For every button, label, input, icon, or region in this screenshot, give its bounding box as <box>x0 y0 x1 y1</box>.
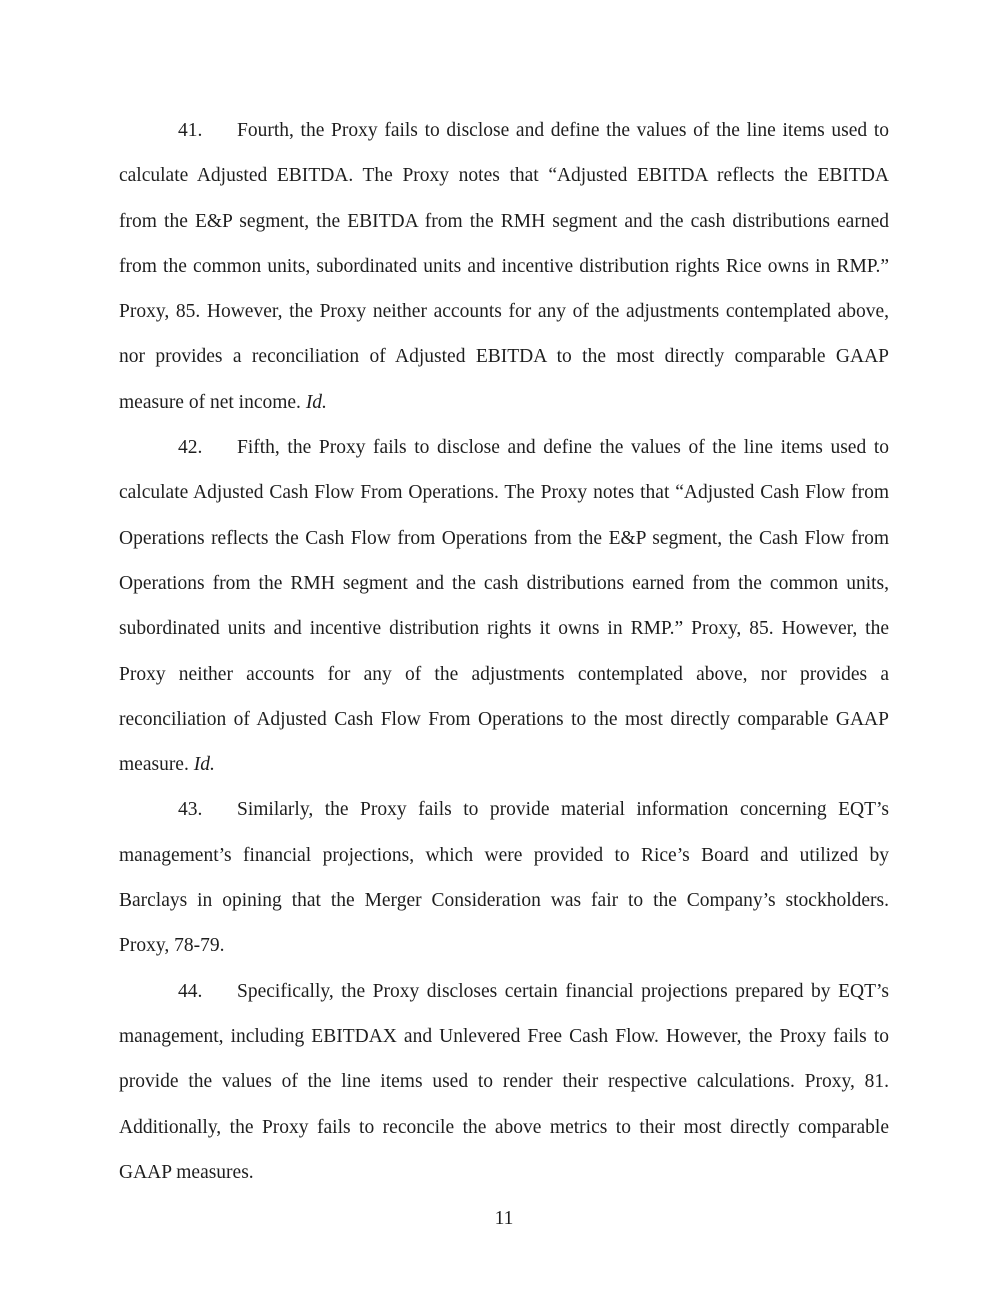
paragraph-41-last-line <box>119 380 889 425</box>
paragraph-41-line: from the common units, subordinated units and incentive distribution rights Rice owns in RMP.” <box>119 255 889 277</box>
citation: Id. <box>305 391 327 413</box>
paragraph-number: 41. <box>178 120 203 141</box>
paragraph-41-line: calculate Adjusted EBITDA. The Proxy notes that “Adjusted EBITDA reflects the EBITDA <box>119 165 889 187</box>
paragraph-42-line: Operations from the RMH segment and the cash distributions earned from the common units, <box>119 572 889 594</box>
paragraph-42-line: subordinated units and incentive distribution rights it owns in RMP.” Proxy, 85. However, the <box>119 618 889 640</box>
paragraph-41-line: nor provides a reconciliation of Adjusted EBITDA to the most directly comparable GAAP <box>119 346 889 368</box>
paragraph-44-line: management, including EBITDAX and Unlevered Free Cash Flow. However, the Proxy fails to <box>119 1025 889 1047</box>
paragraph-number: 44. <box>178 980 203 1002</box>
paragraph-41-line: Proxy, 85. However, the Proxy neither accounts for any of the adjustments contemplated above, <box>119 301 889 323</box>
paragraph-42-line: calculate Adjusted Cash Flow From Operations. The Proxy notes that “Adjusted Cash Flow from <box>119 482 889 504</box>
paragraph-number: 43. <box>178 799 203 821</box>
paragraph-42-line: Proxy neither accounts for any of the adjustments contemplated above, nor provides a <box>119 663 889 685</box>
paragraph-43-line: management’s financial projections, which were provided to Rice’s Board and utilized by <box>119 844 889 866</box>
line-text: Fourth, the Proxy fails to disclose and define the values of the line items used to <box>237 120 889 141</box>
paragraph-42-line: reconciliation of Adjusted Cash Flow From Operations to the most directly comparable GAAP <box>119 708 889 730</box>
paragraph-44-first-line <box>119 969 889 1014</box>
paragraph-42-line: Operations reflects the Cash Flow from Operations from the E&P segment, the Cash Flow from <box>119 527 889 549</box>
paragraph-43-last-line: Proxy, 78-79. <box>119 935 225 957</box>
body-text <box>119 108 889 1195</box>
paragraph-number: 42. <box>178 437 203 459</box>
paragraph-41-first-line <box>119 108 889 153</box>
line-text: measure. <box>119 754 189 776</box>
paragraph-43-line: Barclays in opining that the Merger Consideration was fair to the Company’s stockholders. <box>119 890 889 912</box>
paragraph-44-last-line: GAAP measures. <box>119 1161 254 1183</box>
line-text: Fifth, the Proxy fails to disclose and define the values of the line items used to <box>237 437 889 459</box>
page-number: 11 <box>494 1208 514 1229</box>
line-text: measure of net income. <box>119 391 301 413</box>
paragraph-41-line: from the E&P segment, the EBITDA from the RMH segment and the cash distributions earned <box>119 210 889 232</box>
citation: Id. <box>193 754 215 776</box>
paragraph-42-first-line <box>119 425 889 470</box>
paragraph-42-last-line <box>119 742 889 787</box>
paragraph-43-first-line <box>119 787 889 832</box>
line-text: Specifically, the Proxy discloses certain financial projections prepared by EQT’s <box>237 980 889 1002</box>
paragraph-44-line: provide the values of the line items used to render their respective calculations. Proxy, 81. <box>119 1071 889 1093</box>
paragraph-44-line: Additionally, the Proxy fails to reconcile the above metrics to their most directly comparable <box>119 1116 889 1138</box>
line-text: Similarly, the Proxy fails to provide material information concerning EQT’s <box>237 799 889 821</box>
